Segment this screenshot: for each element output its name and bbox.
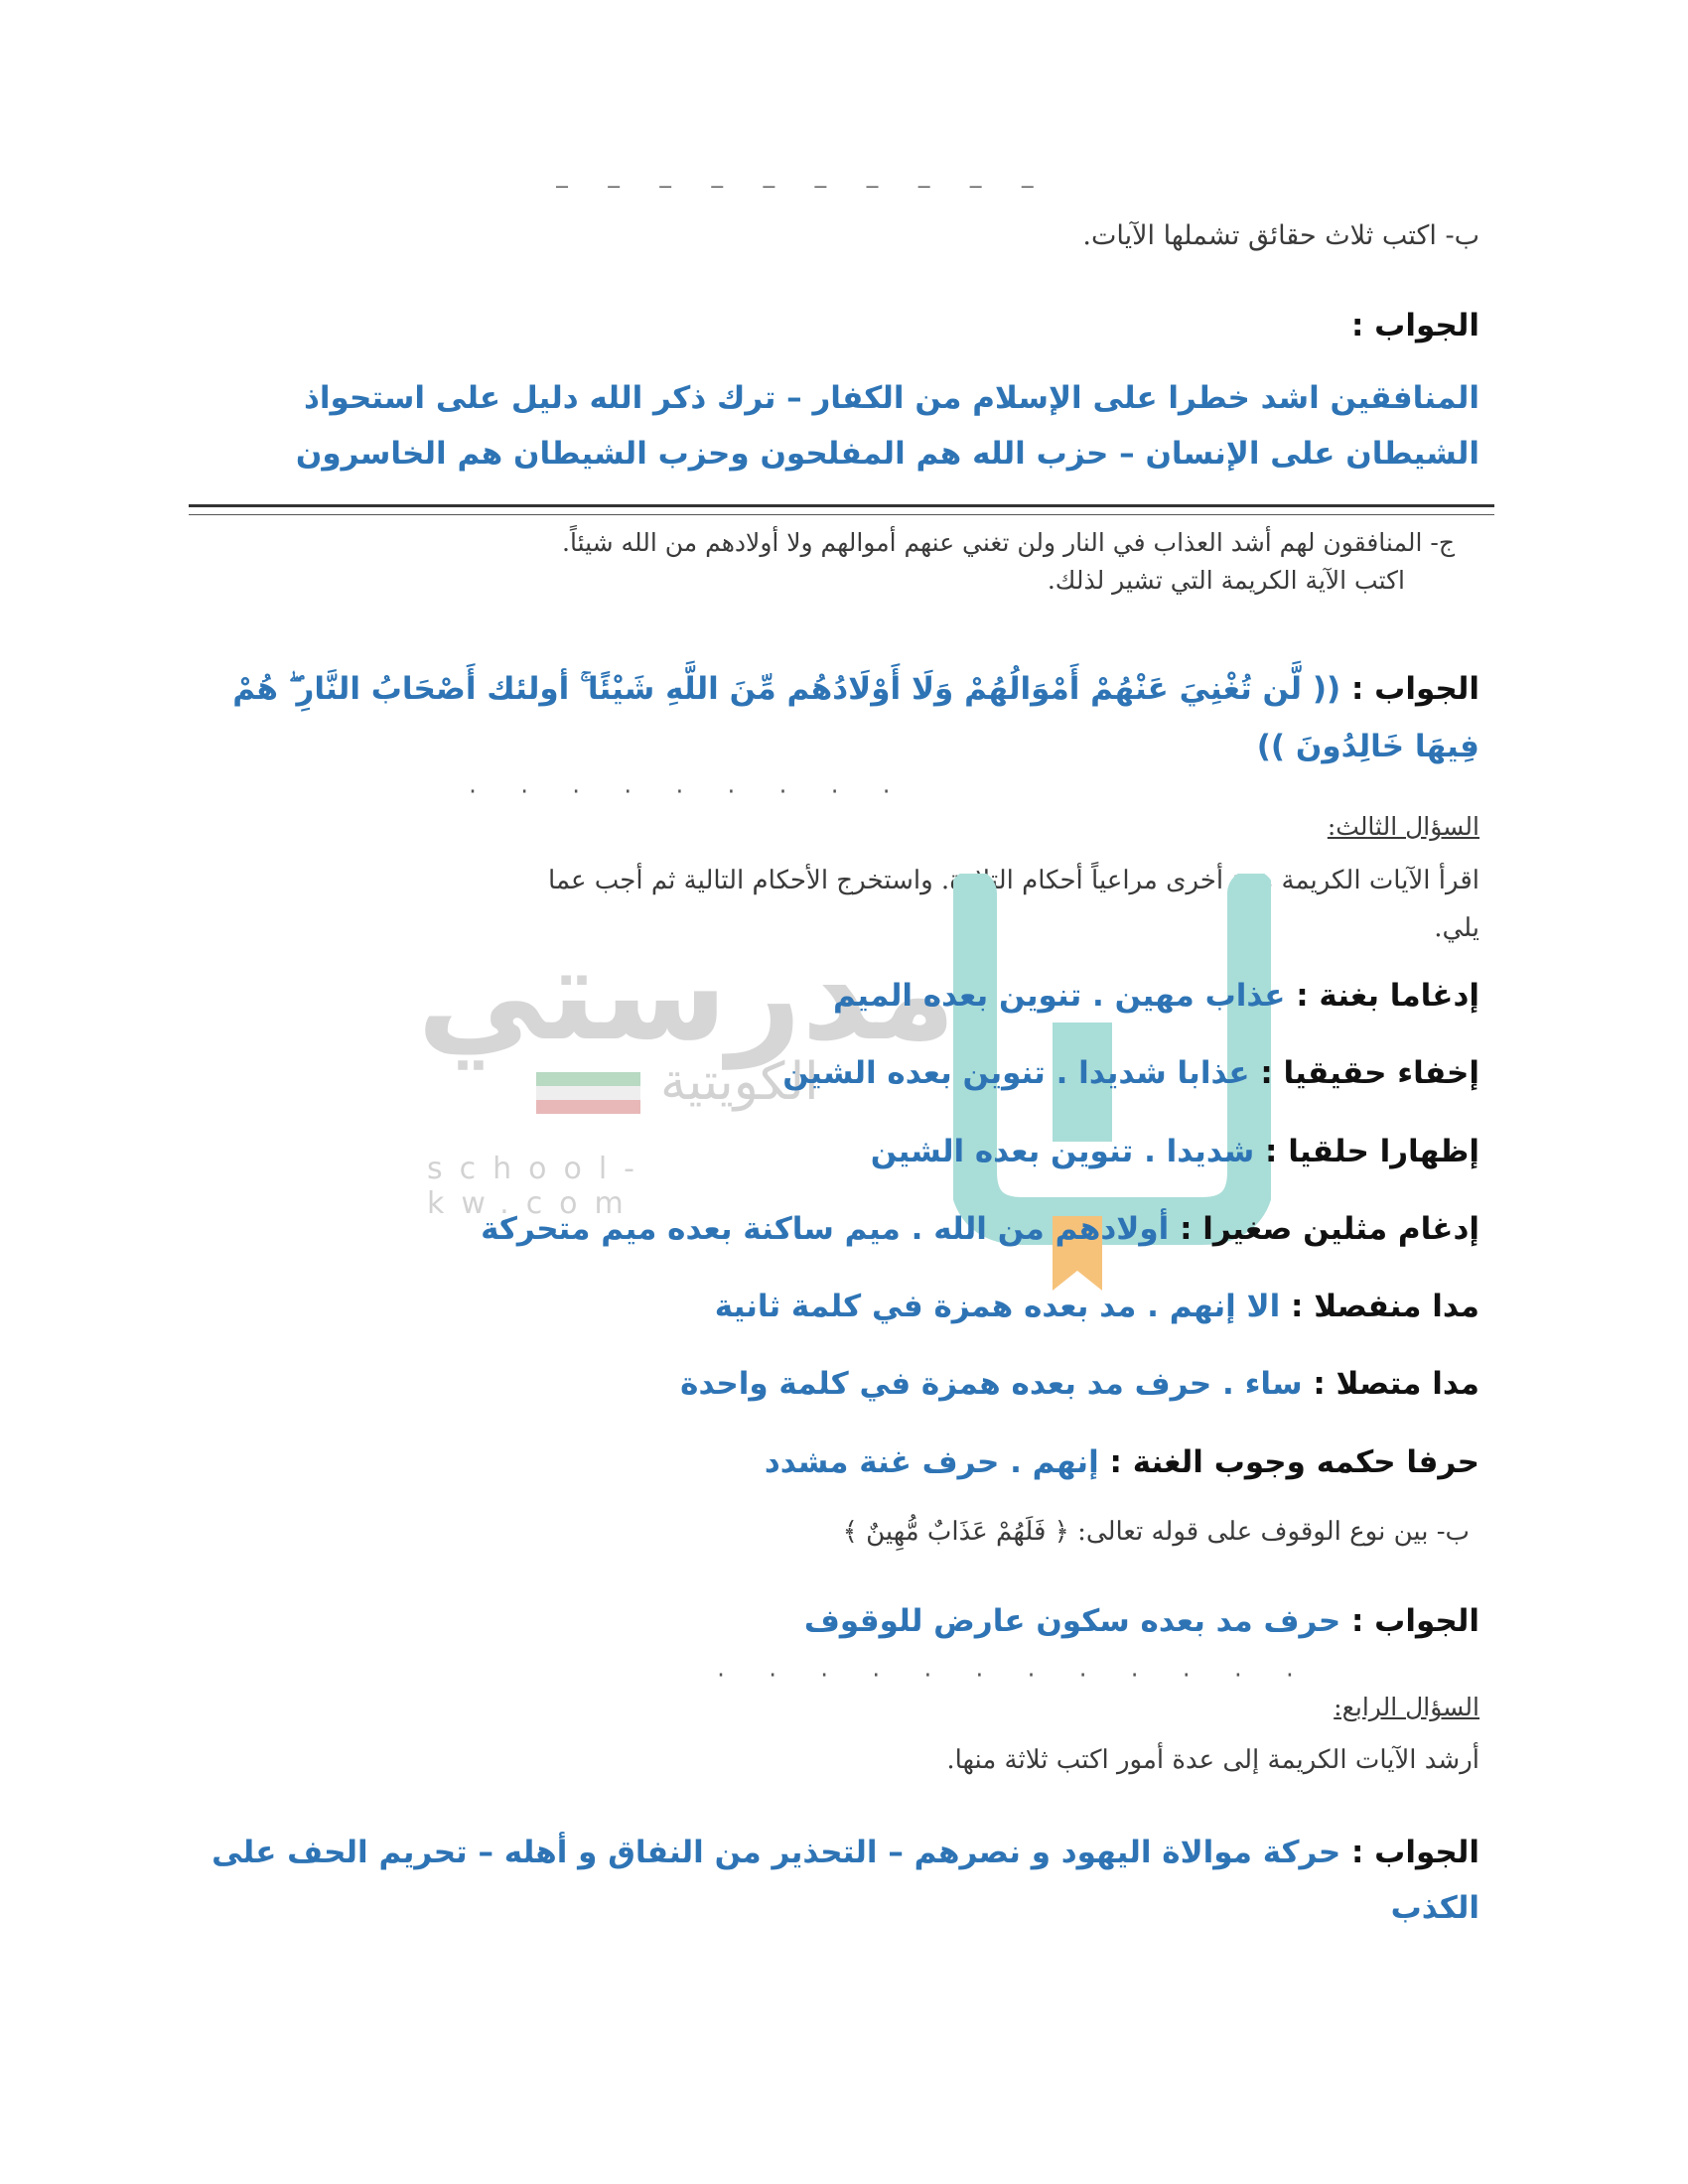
rule-answer: عذاب مهين . تنوين بعده الميم	[833, 978, 1297, 1014]
rule-answer: ساء . حرف مد بعده همزة في كلمة واحدة	[680, 1366, 1314, 1402]
scan-question-b2: ب- بين نوع الوقوف على قوله تعالى: ﴿ فَلَهُمْ عَذَابٌ مُّهِينٌ ﴾	[842, 1517, 1470, 1547]
answer-text-2: (( لَّن تُغْنِيَ عَنْهُمْ أَمْوَالُهُمْ وَلَا أَوْلَادُهُم مِّنَ اللَّهِ شَيْئًا ۚ أولئك أَصْحَابُ النَّارِ ۖ هُمْ فِيهَا خَالِدُونَ ))	[232, 671, 1479, 764]
rule-answer: الا إنهم . مد بعده همزة في كلمة ثانية	[714, 1289, 1292, 1324]
answer-2	[189, 660, 1479, 775]
answer-text-3: حرف مد بعده سكون عارض للوقوف	[803, 1603, 1351, 1639]
rule-item	[189, 1055, 1479, 1091]
scan-cutoff-line: — — — — — — — — — —	[556, 174, 1048, 198]
watermark-latin: school-kw.com	[427, 1152, 652, 1221]
rule-answer: عذابا شديدا . تنوين بعده الشين	[782, 1055, 1261, 1091]
rule-item	[189, 1444, 1479, 1480]
rule-answer: شديدا . تنوين بعده الشين	[870, 1134, 1265, 1169]
answer-4	[189, 1825, 1479, 1936]
answer-label-1: الجواب :	[1350, 308, 1479, 343]
answer-3	[189, 1603, 1479, 1639]
answer-text-4: حركة موالاة اليهود و نصرهم – التحذير من النفاق و أهله – تحريم الحف على الكذب	[211, 1835, 1479, 1926]
rule-term: إظهارا حلقيا :	[1265, 1134, 1479, 1169]
rule-item	[189, 1366, 1479, 1402]
rule-item	[189, 978, 1479, 1014]
rule-term: إدغام مثلين صغيرا :	[1180, 1211, 1479, 1247]
rule-term: إخفاء حقيقيا :	[1260, 1055, 1479, 1091]
rule-answer: أولادهم من الله . ميم ساكنة بعده ميم متحركة	[481, 1211, 1181, 1247]
scan-question-3-heading: السؤال الثالث:	[1327, 812, 1479, 841]
scan-question-c-line2: اكتب الآية الكريمة التي تشير لذلك.	[1047, 566, 1405, 595]
rule-term: مدا متصلا :	[1313, 1366, 1479, 1402]
rule-item	[189, 1134, 1479, 1169]
divider-line	[189, 504, 1494, 507]
watermark-arabic: مدرستي	[417, 918, 956, 1069]
scan-question-4-line1: أرشد الآيات الكريمة إلى عدة أمور اكتب ثلاثة منها.	[946, 1745, 1479, 1775]
answer-label-2: الجواب :	[1350, 671, 1479, 707]
scan-question-c-line1: ج- المنافقون لهم أشد العذاب في النار ولن تغني عنهم أموالهم ولا أولادهم من الله شيئاً.	[562, 528, 1455, 557]
rule-term: مدا منفصلا :	[1291, 1289, 1479, 1324]
answer-label-3: الجواب :	[1350, 1603, 1479, 1639]
rule-item	[189, 1289, 1479, 1324]
rule-answer: إنهم . حرف غنة مشدد	[764, 1444, 1110, 1480]
scan-cutoff-line-3: · · · · · · · · · · · ·	[715, 1663, 1310, 1687]
rule-item	[189, 1211, 1479, 1247]
rule-term: إدغاما بغنة :	[1296, 978, 1479, 1014]
answer-label-4: الجواب :	[1350, 1835, 1479, 1870]
scan-question-b: ب- اكتب ثلاث حقائق تشملها الآيات.	[1082, 220, 1479, 251]
scan-question-3-line1: اقرأ الآيات الكريمة مرة أخرى مراعياً أحكام التلاوة. واستخرج الأحكام التالية ثم أجب عما	[548, 866, 1479, 895]
answer-text-1: المنافقين اشد خطرا على الإسلام من الكفار – ترك ذكر الله دليل على استحواذ الشيطان على الإنسان – حزب الله هم المفلحون وحزب الشيطان هم الخاسرون	[295, 380, 1479, 472]
scan-question-3-line2: يلي.	[1434, 913, 1479, 943]
scan-cutoff-line-2: · · · · · · · · ·	[467, 779, 907, 803]
divider-line-thin	[189, 514, 1494, 515]
watermark-sub: الكويتية	[660, 1052, 819, 1112]
scan-question-4-heading: السؤال الرابع:	[1334, 1693, 1479, 1721]
rule-term: حرفا حكمه وجوب الغنة :	[1109, 1444, 1479, 1480]
